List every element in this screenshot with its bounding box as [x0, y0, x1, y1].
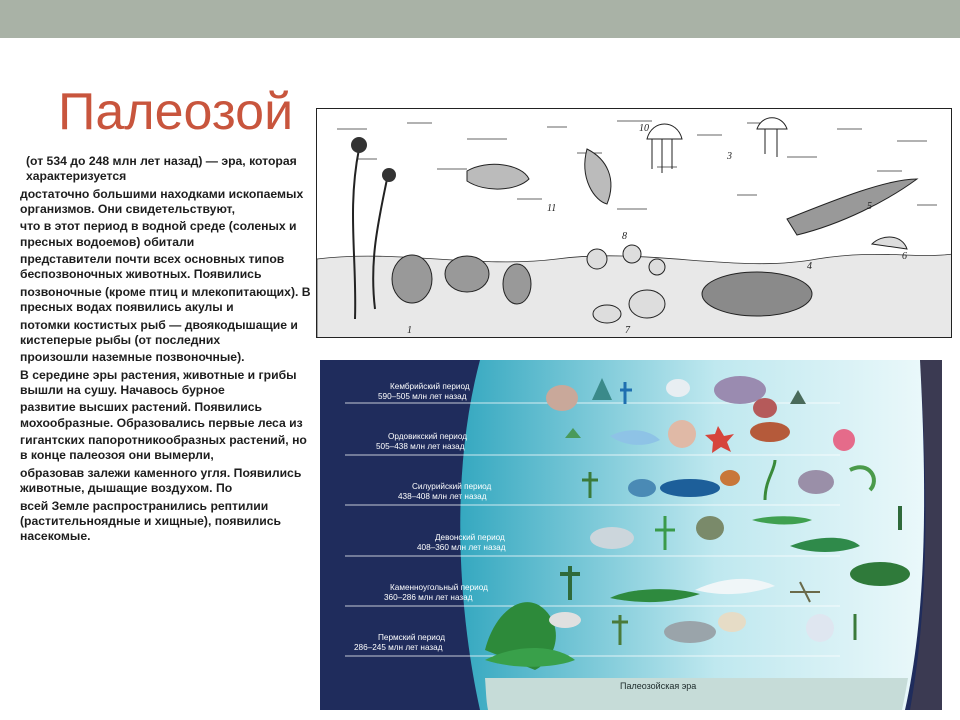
- paragraph: потомки костистых рыб — двоякодышащие и кистеперые рыбы (от последних: [20, 317, 298, 347]
- paragraph: всей Земле распространились рептилии (растительноядные и хищные), появились насекомые.: [20, 498, 281, 543]
- figure-number: 7: [625, 325, 630, 336]
- fish: [467, 149, 611, 204]
- period-name: Силурийский период: [412, 482, 492, 491]
- era-strip: [485, 678, 908, 710]
- nautiloid: [787, 179, 917, 235]
- period-name: Каменноугольный период: [390, 583, 488, 592]
- slide-title: Палеозой: [58, 83, 294, 141]
- period-range: 505–438 млн лет назад: [376, 442, 465, 451]
- period-range: 408–360 млн лет назад: [417, 543, 506, 552]
- period-name: Девонский период: [435, 533, 505, 542]
- period-range: 286–245 млн лет назад: [354, 643, 443, 652]
- figure-number: 4: [807, 261, 812, 272]
- paragraph: развитие высших растений. Появились мохообразные. Образовались первые леса из: [20, 400, 303, 430]
- figure-number: 3: [727, 151, 732, 162]
- paragraph: образовав залежи каменного угля. Появились животные, дышащие воздухом. По: [20, 465, 302, 496]
- paleozoic-sea-illustration: [316, 108, 952, 338]
- jellyfish: [647, 118, 787, 173]
- figure-number: 1: [407, 325, 412, 336]
- paragraph: что в этот период в водной среде (соленых и пресных водоемов) обитали: [20, 219, 297, 249]
- era-label: Палеозойская эра: [620, 681, 697, 691]
- paragraph: достаточно большими находками ископаемых организмов. Они свидетельствуют,: [20, 186, 304, 216]
- period-range: 360–286 млн лет назад: [384, 593, 473, 602]
- paragraph: позвоночные (кроме птиц и млекопитающих). В пресных водах появились акулы и: [20, 284, 311, 315]
- top-bar: [0, 0, 960, 38]
- figure-number: 5: [867, 201, 872, 212]
- periods-svg: [320, 360, 942, 710]
- period-range: 590–505 млн лет назад: [378, 392, 467, 401]
- paragraph: В середине эры растения, животные и грибы вышли на сушу. Начавось бурное: [20, 367, 297, 397]
- period-name: Кембрийский период: [390, 382, 470, 391]
- figure-number: 10: [639, 123, 649, 134]
- period-name: Пермский период: [378, 633, 445, 642]
- paragraph: представители почти всех основных типов беспозвоночных животных. Появились: [20, 252, 285, 282]
- period-range: 438–408 млн лет назад: [398, 492, 487, 501]
- figure-number: 8: [622, 231, 627, 242]
- sea-sketch-svg: [317, 109, 952, 338]
- paragraph: (от 534 до 248 млн лет назад) — эра, которая характеризуется: [26, 154, 297, 184]
- figure-number: 11: [547, 203, 557, 214]
- slide-body: [20, 154, 312, 546]
- paragraph: произошли наземные позвоночные).: [20, 350, 245, 365]
- period-name: Ордовикский период: [388, 432, 468, 441]
- paleozoic-periods-illustration: [320, 360, 942, 710]
- figure-number: 6: [902, 251, 907, 262]
- paragraph: гигантских папоротникообразных растений, но в конце палеозоя они вымерли,: [20, 433, 307, 463]
- trilobite: [702, 272, 812, 316]
